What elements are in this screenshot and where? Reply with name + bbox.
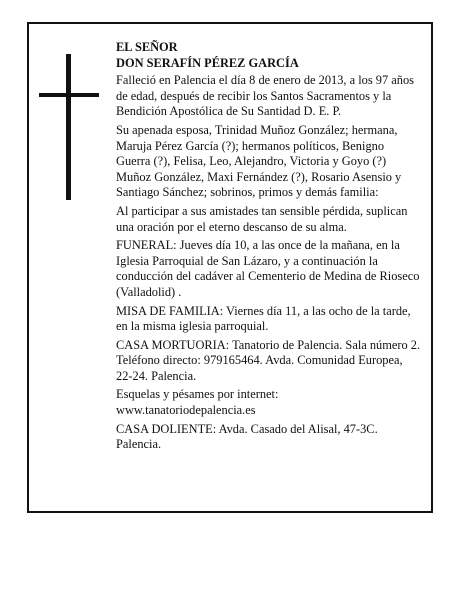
obituary-notice	[27, 22, 433, 513]
cross-vertical-bar	[66, 54, 71, 200]
deceased-title: EL SEÑOR	[116, 40, 178, 54]
deceased-name: DON SERAFÍN PÉREZ GARCÍA	[116, 55, 299, 70]
death-announcement: Falleció en Palencia el día 8 de enero de 2013, a los 97 años de edad, después de recibir los Santos Sacramentos y la Bendición Apostólica de Su Santidad D. E. P.	[116, 73, 414, 119]
latin-cross-icon	[39, 54, 99, 200]
funeral-details: FUNERAL: Jueves día 10, a las once de la mañana, en la Iglesia Parroquial de San Lázaro, y a continuación la conducción del cadáver al Cementerio de Medina de Rioseco (Valladolid) .	[116, 238, 420, 299]
notice-text	[116, 40, 421, 456]
cross-horizontal-bar	[39, 93, 99, 97]
online-condolences: Esquelas y pésames por internet: www.tanatoriodepalencia.es	[116, 387, 279, 418]
prayer-request: Al participar a sus amistades tan sensible pérdida, suplican una oración por el eterno descanso de su alma.	[116, 203, 408, 234]
family-list: Su apenada esposa, Trinidad Muñoz González; hermana, Maruja Pérez García (?); hermanos políticos, Benigno Guerra (?), Felisa, Leo, Alejandro, Victoria y Goyo (?) Muñoz González, Maxi Fernández (?), Rosario Asensio y Santiago Sánchez; sobrinos, primos y demás familia:	[116, 122, 402, 200]
family-mass-details: MISA DE FAMILIA: Viernes día 11, a las ocho de la tarde, en la misma iglesia parroquial.	[116, 303, 411, 334]
funeral-home-details: CASA MORTUORIA: Tanatorio de Palencia. Sala número 2. Teléfono directo: 979165464. Avda. Comunidad Europea, 22-24. Palencia.	[116, 337, 421, 383]
family-home-address: CASA DOLIENTE: Avda. Casado del Alisal, 47-3C. Palencia.	[116, 421, 378, 452]
